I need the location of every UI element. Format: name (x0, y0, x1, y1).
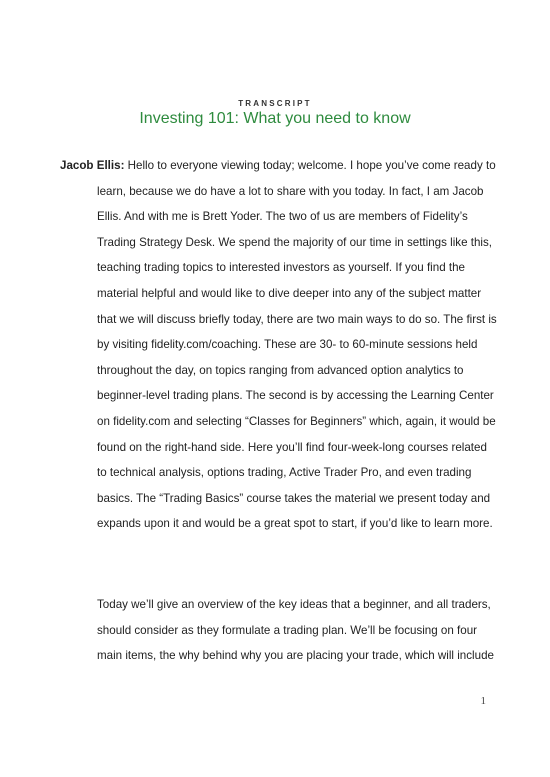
speaker-label: Jacob Ellis: (60, 159, 125, 172)
paragraph-line: throughout the day, on topics ranging from advanced option analytics to (97, 363, 464, 377)
paragraph-line: Today we’ll give an overview of the key ideas that a beginner, and all traders, (97, 598, 491, 611)
paragraph-line (60, 153, 500, 179)
document-eyebrow: TRANSCRIPT (238, 99, 312, 108)
paragraph-line: Trading Strategy Desk. We spend the majority of our time in settings like this, (97, 235, 493, 249)
paragraph-2 (60, 592, 500, 669)
paragraph-line: material helpful and would like to dive deeper into any of the subject matter (97, 286, 482, 300)
paragraph-line: basics. The “Trading Basics” course takes the material we present today and (97, 491, 491, 505)
paragraph-line: by visiting fidelity.com/coaching. These are 30- to 60-minute sessions held (97, 338, 478, 352)
paragraph-line: should consider as they formulate a trading plan. We’ll be focusing on four (97, 623, 478, 637)
paragraph-1 (60, 153, 500, 537)
paragraph-line: main items, the why behind why you are placing your trade, which will include (97, 649, 494, 663)
paragraph-line: Ellis. And with me is Brett Yoder. The two of us are members of Fidelity’s (97, 210, 468, 224)
page-number: 1 (480, 695, 486, 707)
paragraph-line: to technical analysis, options trading, Active Trader Pro, and even trading (97, 466, 472, 480)
paragraph-line: learn, because we do have a lot to share with you today. In fact, I am Jacob (97, 184, 484, 198)
paragraph-line-text: Hello to everyone viewing today; welcome. I hope you’ve come ready to (124, 159, 496, 172)
paragraph-line: expands upon it and would be a great spot to start, if you’d like to learn more. (97, 517, 493, 531)
paragraph-line: that we will discuss briefly today, there are two main ways to do so. The first is (97, 312, 497, 326)
paragraph-line: found on the right-hand side. Here you’ll find four-week-long courses related (97, 440, 487, 454)
document-title: Investing 101: What you need to know (139, 110, 411, 127)
paragraph-line: beginner-level trading plans. The second is by accessing the Learning Center (97, 389, 494, 403)
paragraph-line: on fidelity.com and selecting “Classes for Beginners” which, again, it would be (97, 414, 496, 428)
paragraph-line: teaching trading topics to interested investors as yourself. If you find the (97, 261, 465, 275)
